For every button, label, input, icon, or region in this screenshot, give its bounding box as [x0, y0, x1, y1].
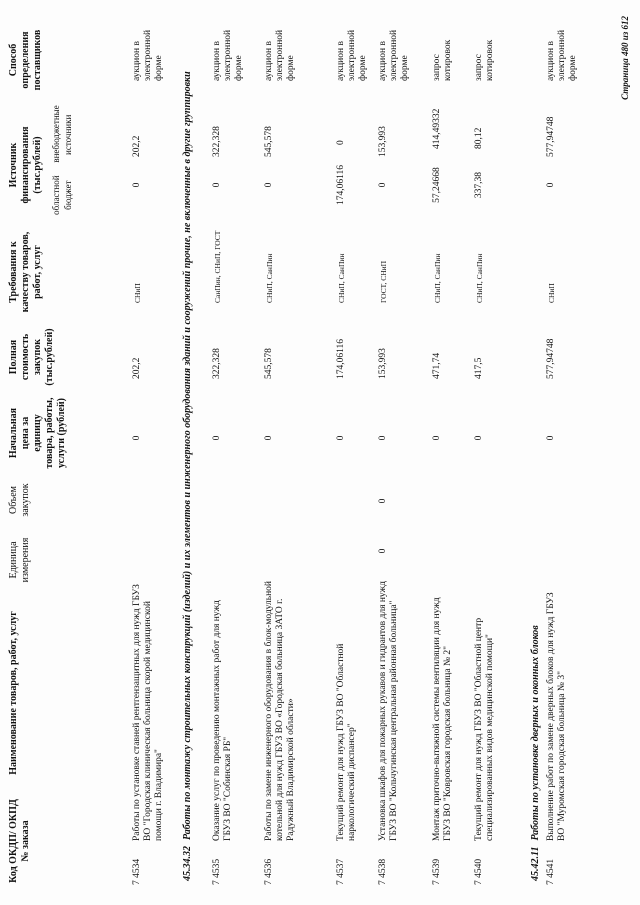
row-number: 7 4536: [264, 858, 274, 885]
row-budget: 337,38: [474, 171, 484, 199]
row-requirements: СНиП, СанПин: [265, 253, 274, 303]
row-method: запрос котировок: [432, 39, 453, 81]
row-requirements: СНиП, СанПин: [433, 253, 442, 303]
row-price: 0: [474, 435, 484, 441]
row-unit: 0: [378, 548, 388, 554]
row-method: аукцион в электронной форме: [264, 29, 296, 81]
section-header: [530, 21, 542, 881]
row-name: Работы по установке ставней рентгензащитных для нужд ГБУЗ ВО "Городская клиническая больница скорой медицинской помощи г. Владимира": [132, 584, 164, 841]
row-method: запрос котировок: [474, 39, 495, 81]
row-extra-budget: 577,94748: [546, 116, 556, 157]
row-number: 7 4541: [546, 858, 556, 885]
row-method: аукцион в электронной форме: [212, 29, 244, 81]
row-total: 153,993: [378, 348, 388, 379]
header-regional-budget: областной бюджет: [51, 175, 73, 215]
header-name: Наименование товаров, работ, услуг: [8, 611, 19, 775]
header-financing-title: Источник финансирования (тыс.рублей): [8, 126, 43, 204]
row-budget: 174,06116: [336, 164, 346, 206]
row-requirements: СНиП: [133, 283, 142, 303]
row-budget: 0: [546, 182, 556, 188]
row-total: 545,578: [264, 348, 274, 379]
row-name: Выполнение работ по замене дверных блоков для нужд ГБУЗ ВО "Муромская городская больница № 3": [546, 592, 567, 841]
row-extra-budget: 153,993: [378, 126, 388, 157]
row-name: Установка шкафов для пожарных рукавов и гидрантов для нужд ГБУЗ ВО "Кольчугинская центральная районная больница": [378, 581, 399, 841]
row-method: аукцион в электронной форме: [132, 29, 164, 81]
section-code: 45.34.32: [182, 846, 193, 881]
row-requirements: ГОСТ, СНиП: [379, 260, 388, 303]
row-budget: 0: [132, 182, 142, 188]
header-financing-sub: [50, 107, 74, 223]
row-budget: 57,24668: [432, 167, 442, 203]
row-number: 7 4540: [474, 858, 484, 885]
section-title: Работы по установке дверных и оконных блоков: [530, 625, 541, 841]
row-extra-budget: 0: [336, 140, 346, 145]
row-total: 174,06116: [336, 338, 346, 379]
row-volume: 0: [378, 498, 388, 504]
row-name: Текущий ремонт для нужд ГБУЗ ВО "Областной центр специализированных видов медицинской помощи": [474, 617, 495, 841]
row-extra-budget: 80,12: [474, 127, 484, 149]
row-number: 7 4538: [378, 858, 388, 885]
row-number: 7 4537: [336, 858, 346, 885]
row-name: Монтаж приточно-вытяжной системы вентиляции для нужд ГБУЗ ВО "Ковровская городская больница № 2": [432, 597, 453, 841]
header-requirements: Требования к качеству товаров, работ, услуг: [8, 231, 43, 313]
row-number: 7 4539: [432, 858, 442, 885]
section-header: [182, 21, 194, 881]
row-total: 202,2: [132, 357, 142, 379]
row-price: 0: [336, 435, 346, 441]
row-name: Работы по замене инженерного оборудования в блок-модульной котельной для нужд ГБУЗ ВО «Городская больница ЗАТО г. Радужный Владимирской области»: [264, 581, 296, 841]
header-method: Способ определения поставщиков: [8, 29, 43, 91]
row-requirements: СНиП, СанПин: [337, 253, 346, 303]
row-extra-budget: 322,328: [212, 126, 222, 157]
page-number: Страница 480 из 612: [620, 16, 630, 100]
row-requirements: СанПин, СНиП, ГОСТ: [213, 230, 222, 303]
header-volume: Объем закупок: [8, 483, 31, 517]
header-financing: [8, 107, 204, 223]
row-price: 0: [378, 435, 388, 441]
row-extra-budget: 202,2: [132, 135, 142, 157]
row-name: Оказание услуг по проведению монтажных работ для нужд ГБУЗ ВО "Собинская РБ": [212, 600, 233, 841]
section-code: 45.42.11: [530, 846, 541, 881]
row-requirements: СНиП: [547, 283, 556, 303]
row-price: 0: [264, 435, 274, 441]
header-extra-budget: внебюджетные источники: [51, 105, 73, 163]
header-price: Начальная цена за единицу товара, работы, услуги (рублей): [8, 397, 67, 469]
row-requirements: СНиП, СанПин: [475, 253, 484, 303]
row-name: Текущий ремонт для нужд ГБУЗ ВО "Областной наркологический диспансер": [336, 643, 357, 841]
row-extra-budget: 414,49332: [432, 108, 442, 149]
row-price: 0: [432, 435, 442, 441]
row-budget: 0: [378, 182, 388, 188]
row-total: 417,5: [474, 357, 484, 379]
row-number: 7 4535: [212, 858, 222, 885]
row-price: 0: [546, 435, 556, 441]
header-unit: Единица измерения: [8, 537, 31, 583]
header-total: Полная стоимость закупок (тыс.рублей): [8, 328, 55, 386]
row-method: аукцион в электронной форме: [546, 29, 578, 81]
row-total: 471,74: [432, 352, 442, 379]
row-budget: 0: [212, 182, 222, 188]
row-number: 7 4534: [132, 858, 142, 885]
row-price: 0: [132, 435, 142, 441]
row-method: аукцион в электронной форме: [378, 29, 410, 81]
row-price: 0: [212, 435, 222, 441]
row-budget: 0: [264, 182, 274, 188]
row-total: 577,94748: [546, 338, 556, 379]
section-title: Работы по монтажу строительных конструкций (изделий) и их элементов и инженерного оборудования зданий и сооружений прочие, не включенные в другие группировки: [182, 71, 193, 840]
row-extra-budget: 545,578: [264, 126, 274, 157]
row-method: аукцион в электронной форме: [336, 29, 368, 81]
row-total: 322,328: [212, 348, 222, 379]
header-code: Код ОКДП/ ОКПД № заказа: [8, 799, 31, 883]
